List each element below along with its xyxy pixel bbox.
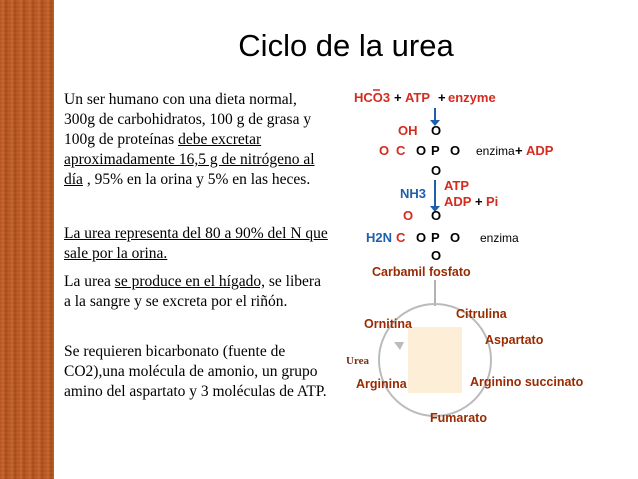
phosphorus-1: P: [431, 143, 440, 158]
slide-title: Ciclo de la urea: [238, 28, 454, 63]
urea-label: Urea: [346, 355, 370, 367]
carbon-2: C: [396, 230, 406, 245]
enzyme-label: enzyme: [448, 90, 496, 105]
ammonia-label: NH3: [400, 186, 427, 201]
amine-group: H2N: [366, 230, 393, 245]
citrulline-label: Citrulina: [456, 307, 507, 321]
plus-sign: +: [475, 194, 483, 209]
fumarate-label: Fumarato: [430, 411, 487, 425]
oxygen-top-2: O: [431, 208, 442, 223]
enzyme-text-1: enzima: [476, 144, 515, 158]
ornithine-label: Ornitina: [364, 317, 412, 331]
oxygen-bottom-2: O: [431, 248, 442, 263]
paragraph-liver-underlined: se produce en el hígado,: [114, 273, 265, 290]
carbon-1: C: [396, 143, 406, 158]
plus-sign: +: [438, 90, 446, 105]
plus-sign: +: [394, 90, 402, 105]
enzyme-text-2: enzima: [480, 231, 519, 245]
oxygen-right: O: [450, 143, 461, 158]
urea-cycle-diagram: [330, 80, 630, 430]
oh-group: OH: [398, 123, 418, 138]
oxygen-bridge: O: [416, 143, 427, 158]
oxygen-carbonyl: O: [403, 208, 414, 223]
paragraph-diet-text: Un ser humano con una dieta normal, 300g de carbohidratos, 100 g de grasa y 100g de proteínas: [64, 91, 312, 148]
paragraph-requirements: Se requieren bicarbonato (fuente de CO2),una molécula de amonio, un grupo amino del aspartato y 3 moléculas de ATP.: [64, 343, 327, 400]
arginine-label: Arginina: [356, 377, 407, 391]
atp-label-2: ATP: [444, 178, 470, 193]
oxygen-bridge-2: O: [416, 230, 427, 245]
paragraph-urea-liver: [64, 272, 328, 334]
aspartate-label: Aspartato: [485, 333, 544, 347]
paragraph-liver-text: La urea: [64, 273, 115, 290]
paragraph-diet-end: , 95% en la orina y 5% en las heces.: [82, 171, 311, 188]
carbamoyl-phosphate-label: Carbamil fosfato: [372, 265, 471, 279]
bicarbonate-label: HCO3: [354, 90, 391, 105]
adp-label-2: ADP: [444, 194, 472, 209]
cycle-arrow: [394, 342, 404, 350]
oxygen-top: O: [431, 123, 442, 138]
oxygen-bottom: O: [431, 163, 442, 178]
mitochondria-box: [408, 327, 462, 393]
plus-sign: +: [515, 143, 523, 158]
paragraph-urea-percent: La urea representa del 80 a 90% del N que sale por la orina.: [64, 225, 328, 262]
atp-label: ATP: [405, 90, 431, 105]
phosphorus-2: P: [431, 230, 440, 245]
adp-label: ADP: [526, 143, 554, 158]
oxygen-left: O: [379, 143, 390, 158]
paragraph-diet-underlined: debe excretar aproximadamente 16,5 g de nitrógeno al día: [64, 131, 315, 188]
oxygen-right-2: O: [450, 230, 461, 245]
decorative-sidebar: [0, 0, 54, 479]
paragraph-diet: [64, 90, 328, 222]
paragraph-liver-end: se libera a la sangre y se excreta por el riñón.: [64, 273, 321, 310]
argininosuccinate-label: Arginino succinato: [470, 375, 584, 389]
phosphate-label: Pi: [486, 194, 499, 209]
